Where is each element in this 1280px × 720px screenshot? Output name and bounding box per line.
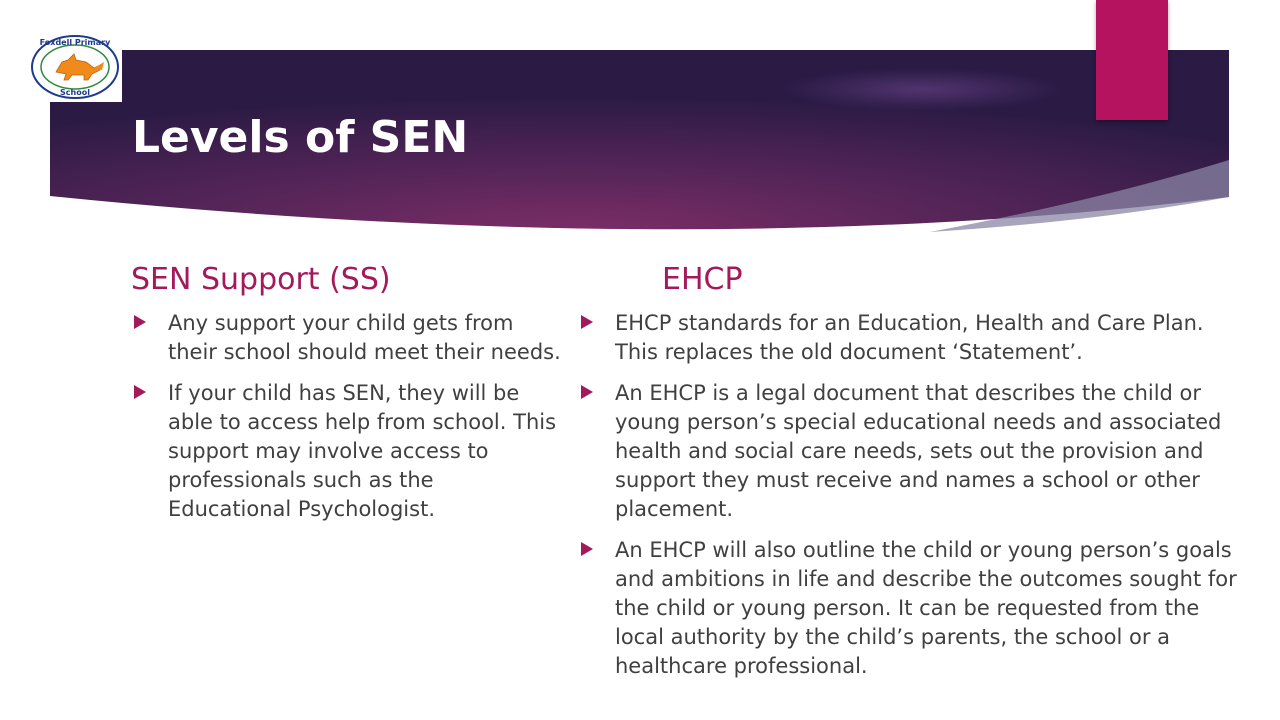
logo-text-bottom: School — [60, 88, 90, 97]
school-logo — [28, 32, 122, 102]
right-bullet-list — [578, 309, 1238, 693]
right-column-heading: EHCP — [662, 262, 743, 297]
list-item — [131, 309, 561, 367]
bullet-text: Any support your child gets from their school should meet their needs. — [168, 311, 561, 364]
left-column-heading: SEN Support (SS) — [131, 262, 391, 297]
bullet-arrow-icon — [134, 385, 146, 399]
bullet-text: If your child has SEN, they will be able to access help from school. This support may involve access to professionals such as the Educational Psychologist. — [168, 381, 557, 521]
list-item — [131, 379, 561, 524]
logo-graphic — [28, 32, 122, 102]
bullet-text: EHCP standards for an Education, Health and Care Plan. This replaces the old document ‘Statement’. — [615, 311, 1204, 364]
slide-title: Levels of SEN — [132, 112, 469, 163]
list-item — [578, 379, 1238, 524]
list-item — [578, 309, 1238, 367]
bullet-arrow-icon — [581, 385, 593, 399]
bullet-arrow-icon — [581, 542, 593, 556]
bullet-text: An EHCP is a legal document that describes the child or young person’s special educational needs and associated health and social care needs, sets out the provision and support they must receive and names a school or other placement. — [615, 381, 1222, 521]
list-item — [578, 536, 1238, 681]
logo-text-top: Foxdell Primary — [39, 38, 111, 47]
bullet-arrow-icon — [134, 315, 146, 329]
bullet-arrow-icon — [581, 315, 593, 329]
left-bullet-list — [131, 309, 561, 536]
accent-rectangle — [1096, 0, 1168, 120]
bullet-text: An EHCP will also outline the child or young person’s goals and ambitions in life and describe the outcomes sought for the child or young person. It can be requested from the local authority by the child’s parents, the school or a healthcare professional. — [615, 538, 1237, 678]
